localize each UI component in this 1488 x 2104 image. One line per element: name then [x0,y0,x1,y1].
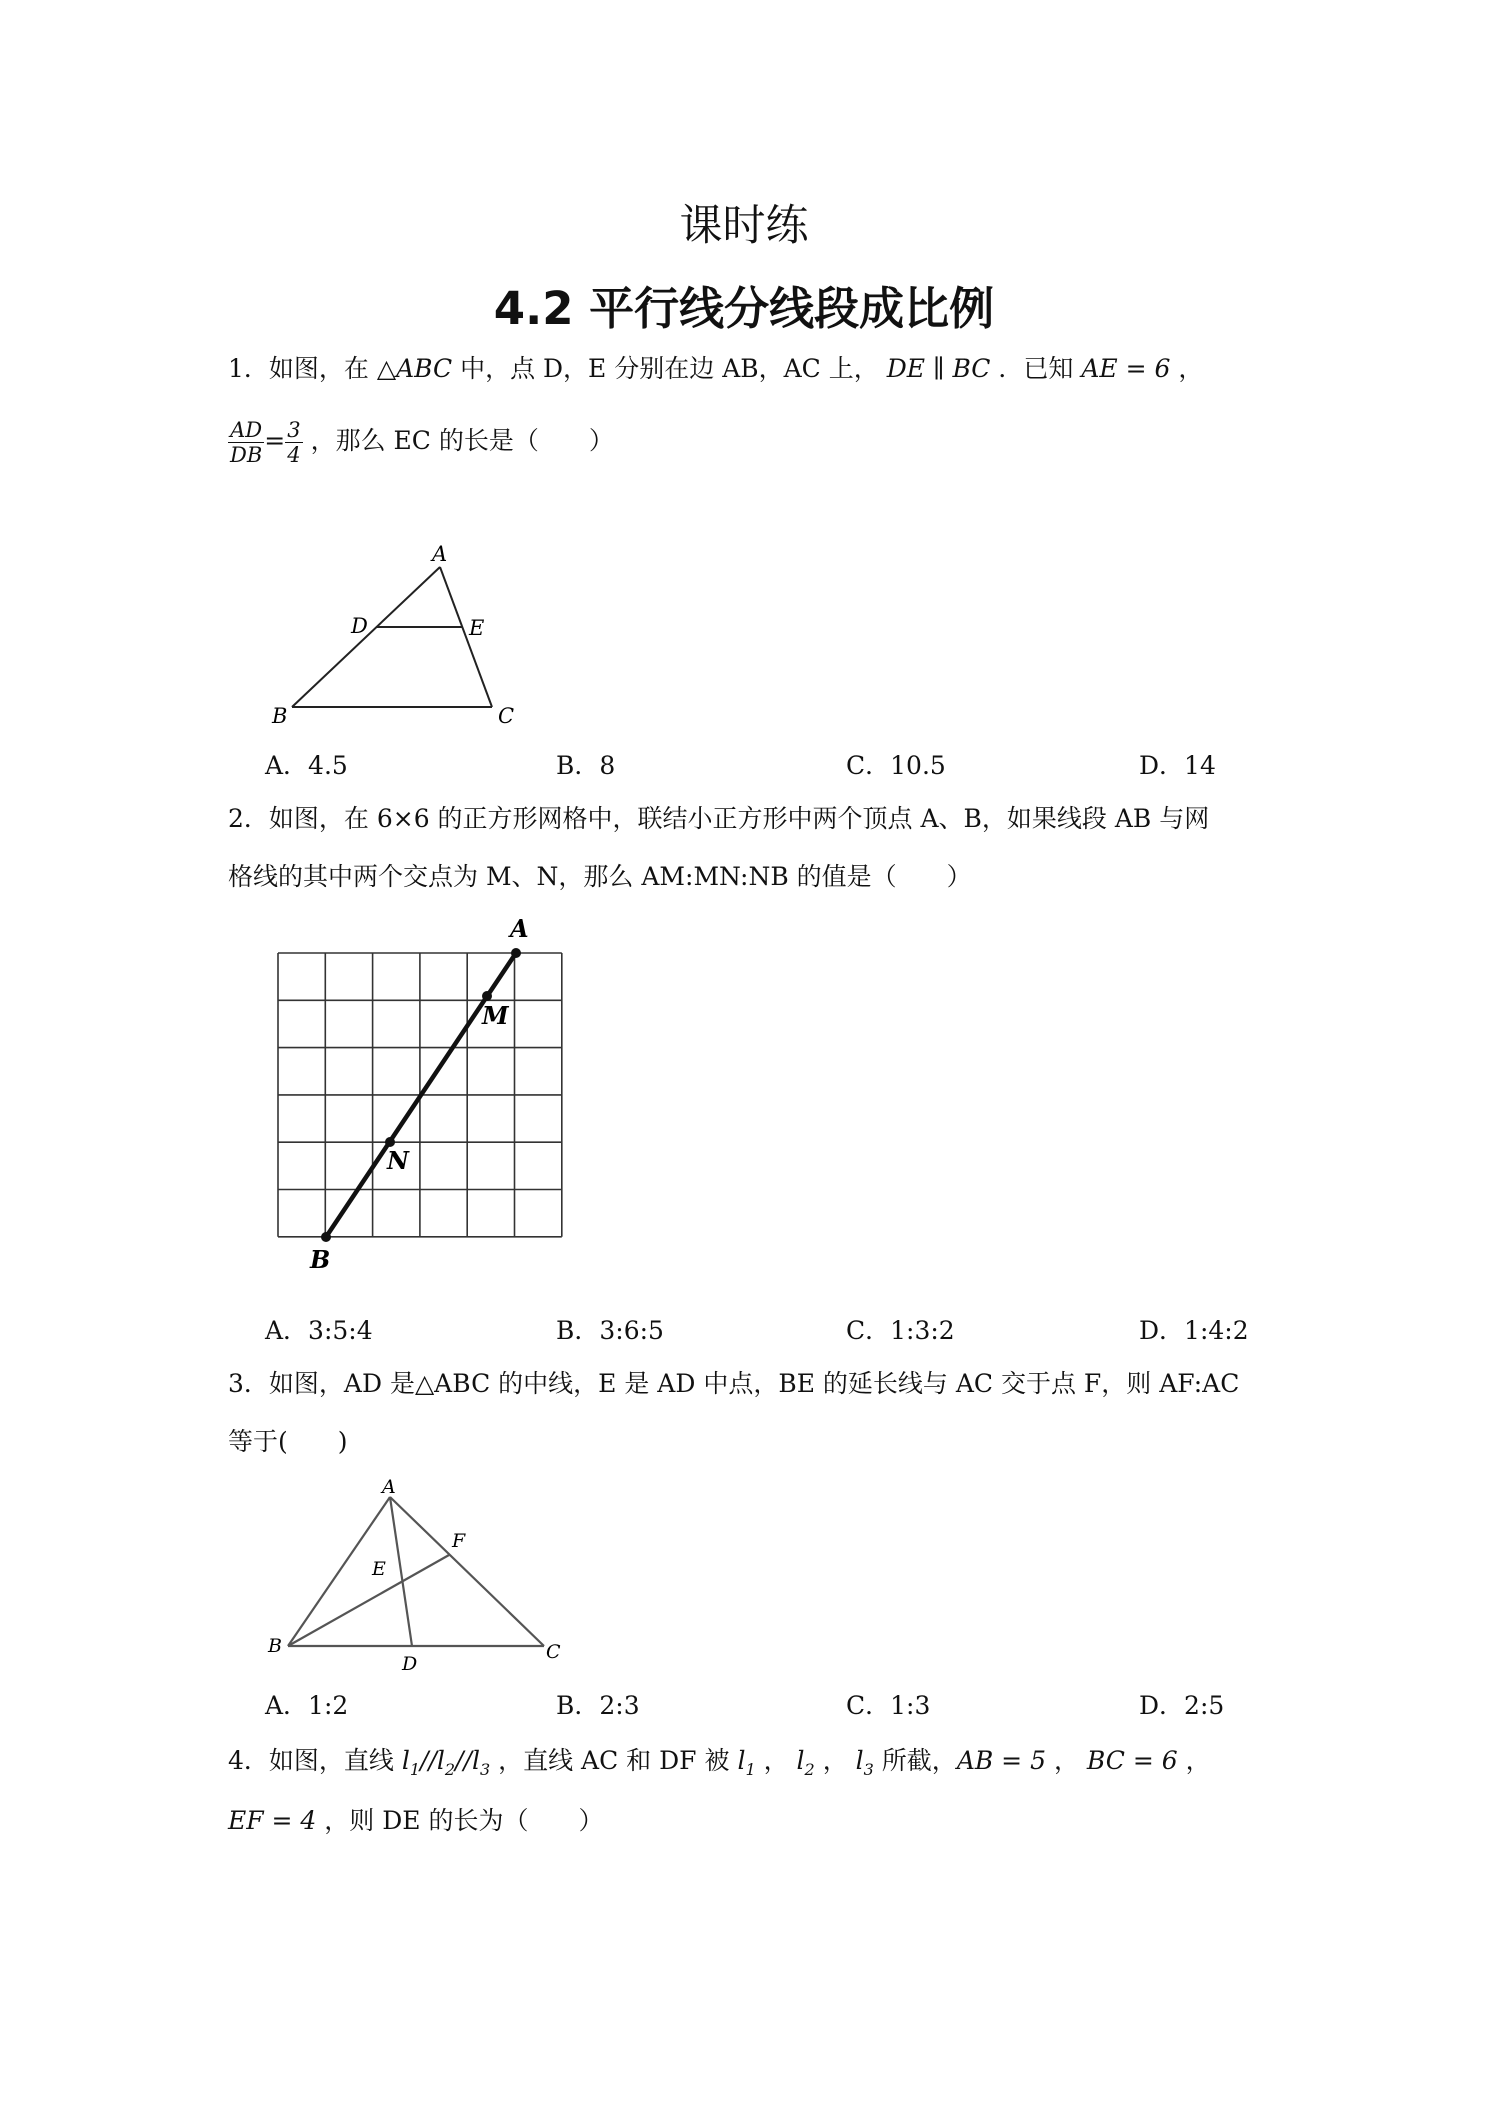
q3-option-a[interactable]: A．1:2 [265,1691,349,1720]
q2-stem-line1: 2．如图，在 6×6 的正方形网格中，联结小正方形中两个顶点 A、B，如果线段 AB 与网 [228,804,1210,833]
label-a: A [510,914,529,943]
median-ad [390,1497,412,1646]
q1-stem-line1: 1．如图，在 △ABC 中，点 D，E 分别在边 AB，AC 上， DE ∥ BC ．已知 AE = 6 ， [228,354,1204,383]
q1-option-d[interactable]: D．14 [1139,751,1216,780]
q3-figure-triangle [260,1475,580,1675]
page-subtitle: 4.2 平行线分线段成比例 [493,282,995,335]
label-c: C [546,1641,561,1663]
fraction-ad-db: $\frac{AD}{DB}$ [230,418,263,467]
label-f: F [452,1530,466,1552]
q2-option-d[interactable]: D．1:4:2 [1139,1316,1249,1345]
q3-option-b[interactable]: B．2:3 [556,1691,640,1720]
q4-stem-line2: EF = 4 ，则 DE 的长为（ ） [228,1806,604,1835]
label-d: D [402,1653,418,1675]
label-c: C [498,704,515,728]
q3-stem-line1: 3．如图，AD 是△ABC 的中线，E 是 AD 中点，BE 的延长线与 AC 交于点 F，则 AF:AC [228,1369,1240,1398]
q1-option-c[interactable]: C．10.5 [846,751,946,780]
q3-stem-line2: 等于( ) [228,1427,348,1456]
q2-option-b[interactable]: B．3:6:5 [556,1316,664,1345]
label-e: E [372,1558,386,1580]
q1-option-a[interactable]: A．4.5 [265,751,348,780]
label-n: N [387,1146,409,1175]
fraction-3-4: $\frac{3}{4}$ [287,418,301,467]
q1-figure-triangle [260,535,530,730]
point-b [321,1232,331,1242]
label-a: A [382,1476,396,1498]
label-b: B [272,704,288,728]
q1-option-b[interactable]: B．8 [556,751,616,780]
q2-option-c[interactable]: C．1:3:2 [846,1316,955,1345]
label-e: E [469,616,485,640]
q2-option-a[interactable]: A．3:5:4 [265,1316,373,1345]
point-m [482,991,492,1001]
q1-stem-line2: $\frac{AD}{DB}$ = $\frac{3}{4}$ ，那么 EC 的长是（ ） [230,418,614,467]
label-b: B [310,1245,331,1274]
segment-bf [288,1555,449,1646]
side-ac [390,1497,544,1646]
label-m: M [482,1001,509,1030]
q3-option-c[interactable]: C．1:3 [846,1691,931,1720]
label-b: B [268,1635,282,1657]
page-title: 课时练 [679,201,809,251]
q3-option-d[interactable]: D．2:5 [1139,1691,1225,1720]
q2-figure-grid [260,915,580,1275]
label-a: A [432,542,448,566]
q2-stem-line2: 格线的其中两个交点为 M、N，那么 AM:MN:NB 的值是（ ） [228,862,972,891]
label-d: D [351,614,368,638]
q4-stem-line1: 4．如图，直线 $l_1//l_2//l_3$ ，直线 AC 和 DF 被 $l_1$ ， $l_2$ ， $l_3$ 所截，AB = 5 ， BC = 6 ， [228,1746,1211,1779]
point-a [511,948,521,958]
